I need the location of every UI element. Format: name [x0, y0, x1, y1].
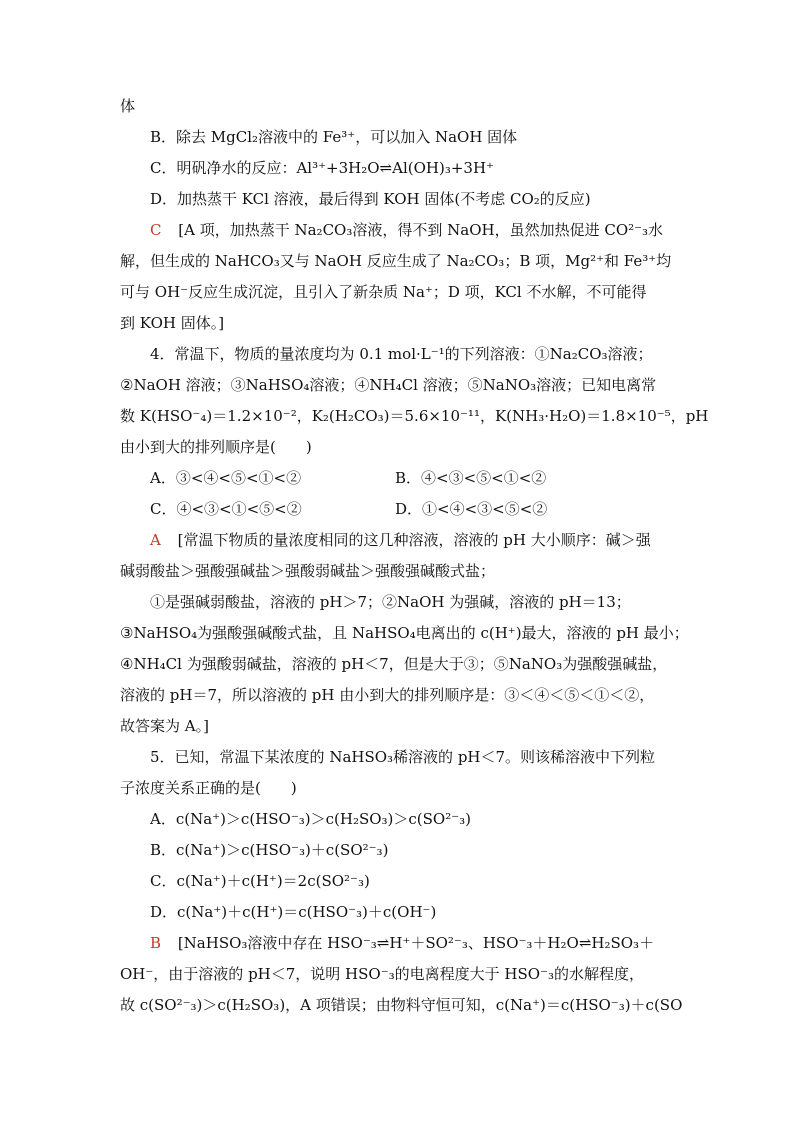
option-a-line: A．③<④<⑤<①<② [150, 469, 302, 487]
explanation-line: OH⁻，由于溶液的 pH＜7，说明 HSO⁻₃的电离程度大于 HSO⁻₃的水解程度， [120, 965, 644, 983]
option-b-line: B．除去 MgCl₂溶液中的 Fe³⁺，可以加入 NaOH 固体 [150, 128, 518, 146]
explanation-line [150, 928, 654, 959]
explanation-line: ③NaHSO₄为强酸强碱酸式盐，且 NaHSO₄电离出的 c(H⁺)最大，溶液的 pH 最小； [120, 624, 689, 642]
explanation-line: 解，但生成的 NaHCO₃又与 NaOH 反应生成了 Na₂CO₃；B 项，Mg²⁺和 Fe³⁺均 [120, 252, 672, 270]
text-line: 体 [120, 97, 136, 115]
question-5-stem: 子浓度关系正确的是( ) [120, 779, 297, 797]
question-5-stem: 5．已知，常温下某浓度的 NaHSO₃稀溶液的 pH＜7。则该稀溶液中下列粒 [150, 748, 656, 766]
question-4-stem: 数 K(HSO⁻₄)＝1.2×10⁻²，K₂(H₂CO₃)＝5.6×10⁻¹¹，K(NH₃·H₂O)＝1.8×10⁻⁵，pH [120, 407, 709, 425]
question-4-stem: 4．常温下，物质的量浓度均为 0.1 mol·L⁻¹的下列溶液：①Na₂CO₃溶液； [150, 345, 653, 363]
explanation-line: 溶液的 pH＝7，所以溶液的 pH 由小到大的排列顺序是：③＜④＜⑤＜①＜②， [120, 686, 655, 704]
option-b-line: B．④<③<⑤<①<② [395, 469, 547, 487]
explanation-text: [常温下物质的量浓度相同的这几种溶液，溶液的 pH 大小顺序：碱＞强 [177, 531, 651, 549]
explanation-line [150, 525, 651, 556]
option-d-line: D．①<④<③<⑤<② [395, 500, 548, 518]
explanation-line: 故答案为 A。] [120, 717, 209, 735]
option-c-line: C．c(Na⁺)＋c(H⁺)＝2c(SO²⁻₃) [150, 872, 370, 890]
option-c-line: C．④<③<①<⑤<② [150, 500, 302, 518]
explanation-line: 可与 OH⁻反应生成沉淀，且引入了新杂质 Na⁺；D 项，KCl 不水解，不可能得 [120, 283, 647, 301]
option-c-line: C．明矾净水的反应：Al³⁺+3H₂O⇌Al(OH)₃+3H⁺ [150, 159, 494, 177]
explanation-text: [A 项，加热蒸干 Na₂CO₃溶液，得不到 NaOH，虽然加热促进 CO²⁻₃水 [178, 221, 664, 239]
explanation-line: ④NH₄Cl 为强酸弱碱盐，溶液的 pH＜7，但是大于③；⑤NaNO₃为强酸强碱盐， [120, 655, 668, 673]
answer-letter: C [150, 221, 162, 239]
explanation-line: 碱弱酸盐＞强酸强碱盐＞强酸弱碱盐＞强酸强碱酸式盐； [120, 562, 496, 580]
explanation-line: 故 c(SO²⁻₃)＞c(H₂SO₃)，A 项错误；由物料守恒可知，c(Na⁺)＝c(HSO⁻₃)＋c(SO [120, 996, 683, 1014]
question-4-stem: 由小到大的排列顺序是( ) [120, 438, 312, 456]
option-d-line: D．c(Na⁺)＋c(H⁺)＝c(HSO⁻₃)＋c(OH⁻) [150, 903, 437, 921]
answer-letter: A [150, 531, 161, 549]
option-d-line: D．加热蒸干 KCl 溶液，最后得到 KOH 固体(不考虑 CO₂的反应) [150, 190, 591, 208]
explanation-line [150, 215, 663, 246]
question-4-stem: ②NaOH 溶液；③NaHSO₄溶液；④NH₄Cl 溶液；⑤NaNO₃溶液；已知电离常 [120, 376, 657, 394]
option-a-line: A．c(Na⁺)＞c(HSO⁻₃)＞c(H₂SO₃)＞c(SO²⁻₃) [150, 810, 472, 828]
explanation-text: [NaHSO₃溶液中存在 HSO⁻₃⇌H⁺＋SO²⁻₃、HSO⁻₃＋H₂O⇌H₂SO₃＋ [177, 934, 655, 952]
option-b-line: B．c(Na⁺)＞c(HSO⁻₃)＋c(SO²⁻₃) [150, 841, 389, 859]
explanation-line: 到 KOH 固体。] [120, 314, 225, 332]
explanation-line: ①是强碱弱酸盐，溶液的 pH＞7；②NaOH 为强碱，溶液的 pH＝13； [150, 593, 631, 611]
answer-letter: B [150, 934, 162, 952]
